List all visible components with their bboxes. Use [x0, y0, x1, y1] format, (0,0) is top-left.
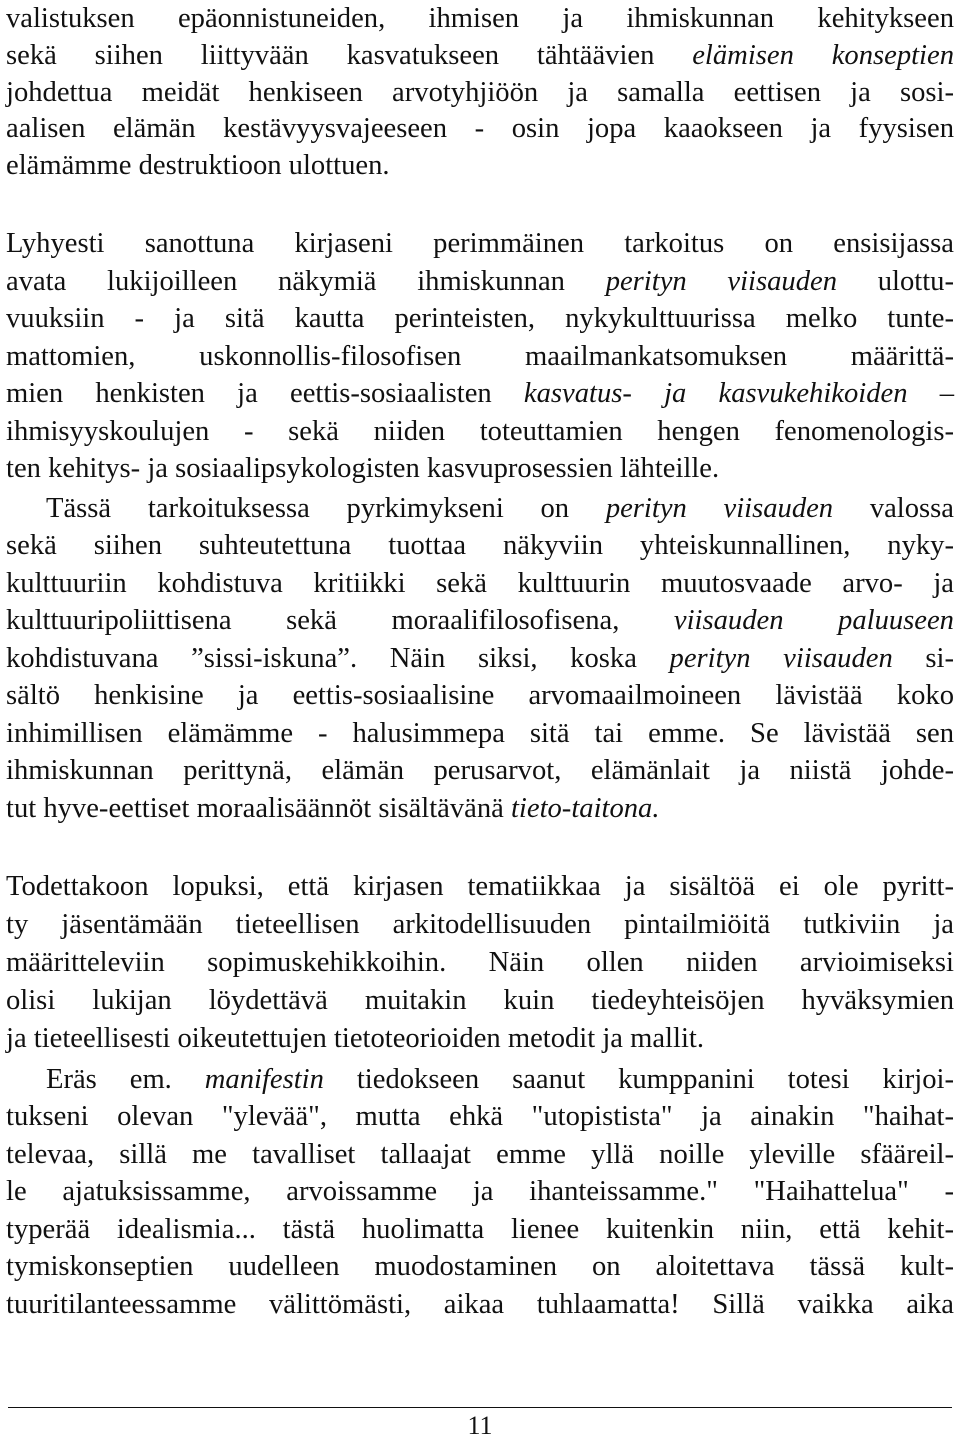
- text-run: mattomien, uskonnollis-filosofisen maailmankatsomuksen määrittä-: [6, 341, 954, 372]
- text-run: ulottu-: [837, 266, 954, 297]
- text-line: [6, 490, 954, 528]
- text-line: [6, 868, 954, 906]
- text-line: [6, 752, 954, 790]
- text-line: [6, 982, 954, 1020]
- text-line: [6, 527, 954, 565]
- italic-text: elämisen konseptien: [692, 40, 954, 71]
- text-line: [6, 565, 954, 603]
- text-line: [6, 147, 954, 185]
- text-run: tymiskonseptien uudelleen muodostaminen on aloitettava tässä kult-: [6, 1251, 954, 1282]
- text-line: [6, 1098, 954, 1136]
- footer-rule: [8, 1407, 952, 1408]
- text-run: sältö henkisine ja eettis-sosiaalisine arvomaailmoineen lävistää koko: [6, 680, 954, 711]
- text-line: [6, 375, 954, 413]
- text-run: mien henkisten ja eettis-sosiaalisten: [6, 378, 524, 409]
- text-run: tiedokseen saanut kumppanini totesi kirjoi-: [323, 1064, 954, 1095]
- text-run: olisi lukijan löydettävä muitakin kuin tiedeyhteisöjen hyväksymien: [6, 985, 954, 1016]
- text-run: johdettua meidät henkiseen arvotyhjiöön ja samalla eettisen ja sosi-: [6, 77, 954, 108]
- italic-text: perityn viisauden: [669, 643, 893, 674]
- text-line: [6, 0, 954, 38]
- italic-text: viisauden paluuseen: [673, 605, 954, 636]
- text-run: ja tieteellisesti oikeutettujen tietoteorioiden metodit ja mallit.: [6, 1023, 704, 1054]
- text-run: tuuritilanteessamme välittömästi, aikaa tuhlaamatta! Sillä vaikka aika: [6, 1289, 954, 1320]
- text-line: [6, 1211, 954, 1249]
- text-line: [6, 37, 954, 75]
- text-run: si-: [892, 643, 954, 674]
- text-line: [6, 1286, 954, 1324]
- italic-text: manifestin: [204, 1064, 324, 1095]
- text-line: [6, 715, 954, 753]
- text-run: sekä siihen liittyvään kasvatukseen tähtäävien: [6, 40, 693, 71]
- italic-text: kasvatus- ja kasvukehikoiden –: [523, 378, 954, 409]
- text-run: valossa: [833, 493, 954, 524]
- text-line: [6, 790, 954, 828]
- text-run: määritteleviin sopimuskehikkoihin. Näin ollen niiden arvioimiseksi: [6, 947, 954, 978]
- text-run: Lyhyesti sanottuna kirjaseni perimmäinen tarkoitus on ensisijassa: [6, 228, 954, 259]
- text-run: le ajatuksissamme, arvoissamme ja ihanteissamme." "Haihattelua" -: [6, 1176, 954, 1207]
- text-line: [6, 225, 954, 263]
- text-run: Todettakoon lopuksi, että kirjasen tematiikkaa ja sisältöä ei ole pyritt-: [6, 871, 954, 902]
- text-line: [6, 944, 954, 982]
- text-run: typerää idealismia... tästä huolimatta lienee kuitenkin niin, että kehit-: [6, 1214, 954, 1245]
- text-line: [6, 110, 954, 148]
- text-line: [6, 1020, 954, 1058]
- text-line: [6, 74, 954, 112]
- text-run: valistuksen epäonnistuneiden, ihmisen ja ihmiskunnan kehitykseen: [6, 3, 954, 34]
- page-number: 11: [467, 1411, 493, 1440]
- text-line: [6, 1248, 954, 1286]
- text-run: tut hyve-eettiset moraalisäännöt sisältävänä: [6, 793, 511, 824]
- text-run: kulttuuripoliittisena sekä moraalifilosofisena,: [6, 605, 674, 636]
- text-run: avata lukijoilleen näkymiä ihmiskunnan: [6, 266, 606, 297]
- text-line: [6, 906, 954, 944]
- text-line: [6, 677, 954, 715]
- text-line: [6, 413, 954, 451]
- text-line: [6, 263, 954, 301]
- text-run: Eräs em.: [46, 1064, 205, 1095]
- text-line: [6, 450, 954, 488]
- text-line: [6, 300, 954, 338]
- text-run: kulttuuriin kohdistuva kritiikki sekä kulttuurin muutosvaade arvo- ja: [6, 568, 954, 599]
- text-line: [6, 602, 954, 640]
- text-line: [6, 1136, 954, 1174]
- text-line: [6, 640, 954, 678]
- text-run: ty jäsentämään tieteellisen arkitodellisuuden pintailmiöitä tutkiviin ja: [6, 909, 954, 940]
- text-line: [6, 338, 954, 376]
- text-run: tukseni olevan "ylevää", mutta ehkä "utopistista" ja ainakin "haihat-: [6, 1101, 954, 1132]
- text-run: ten kehitys- ja sosiaalipsykologisten kasvuprosessien lähteille.: [6, 453, 720, 484]
- text-line: [6, 1061, 954, 1099]
- text-run: ihmiskunnan perittynä, elämän perusarvot, elämänlait ja niistä johde-: [6, 755, 954, 786]
- text-run: kohdistuvana ”sissi-iskuna”. Näin siksi, koska: [6, 643, 670, 674]
- text-run: elämämme destruktioon ulottuen.: [6, 150, 390, 181]
- text-run: televaa, sillä me tavalliset tallaajat emme yllä noille yleville sfääreil-: [6, 1139, 954, 1170]
- text-run: vuuksiin - ja sitä kautta perinteisten, nykykulttuurissa melko tunte-: [6, 303, 954, 334]
- italic-text: perityn viisauden: [605, 493, 834, 524]
- text-line: [6, 1173, 954, 1211]
- italic-text: tieto-taitona.: [510, 793, 660, 824]
- text-run: inhimillisen elämämme - halusimmepa sitä tai emme. Se lävistää sen: [6, 718, 954, 749]
- text-run: Tässä tarkoituksessa pyrkimykseni on: [46, 493, 606, 524]
- italic-text: perityn viisauden: [605, 266, 838, 297]
- text-run: sekä siihen suhteutettuna tuottaa näkyviin yhteiskunnallinen, nyky-: [6, 530, 954, 561]
- text-run: ihmisyyskoulujen - sekä niiden toteuttamien hengen fenomenologis-: [6, 416, 954, 447]
- text-run: aalisen elämän kestävyysvajeeseen - osin jopa kaaokseen ja fyysisen: [6, 113, 954, 144]
